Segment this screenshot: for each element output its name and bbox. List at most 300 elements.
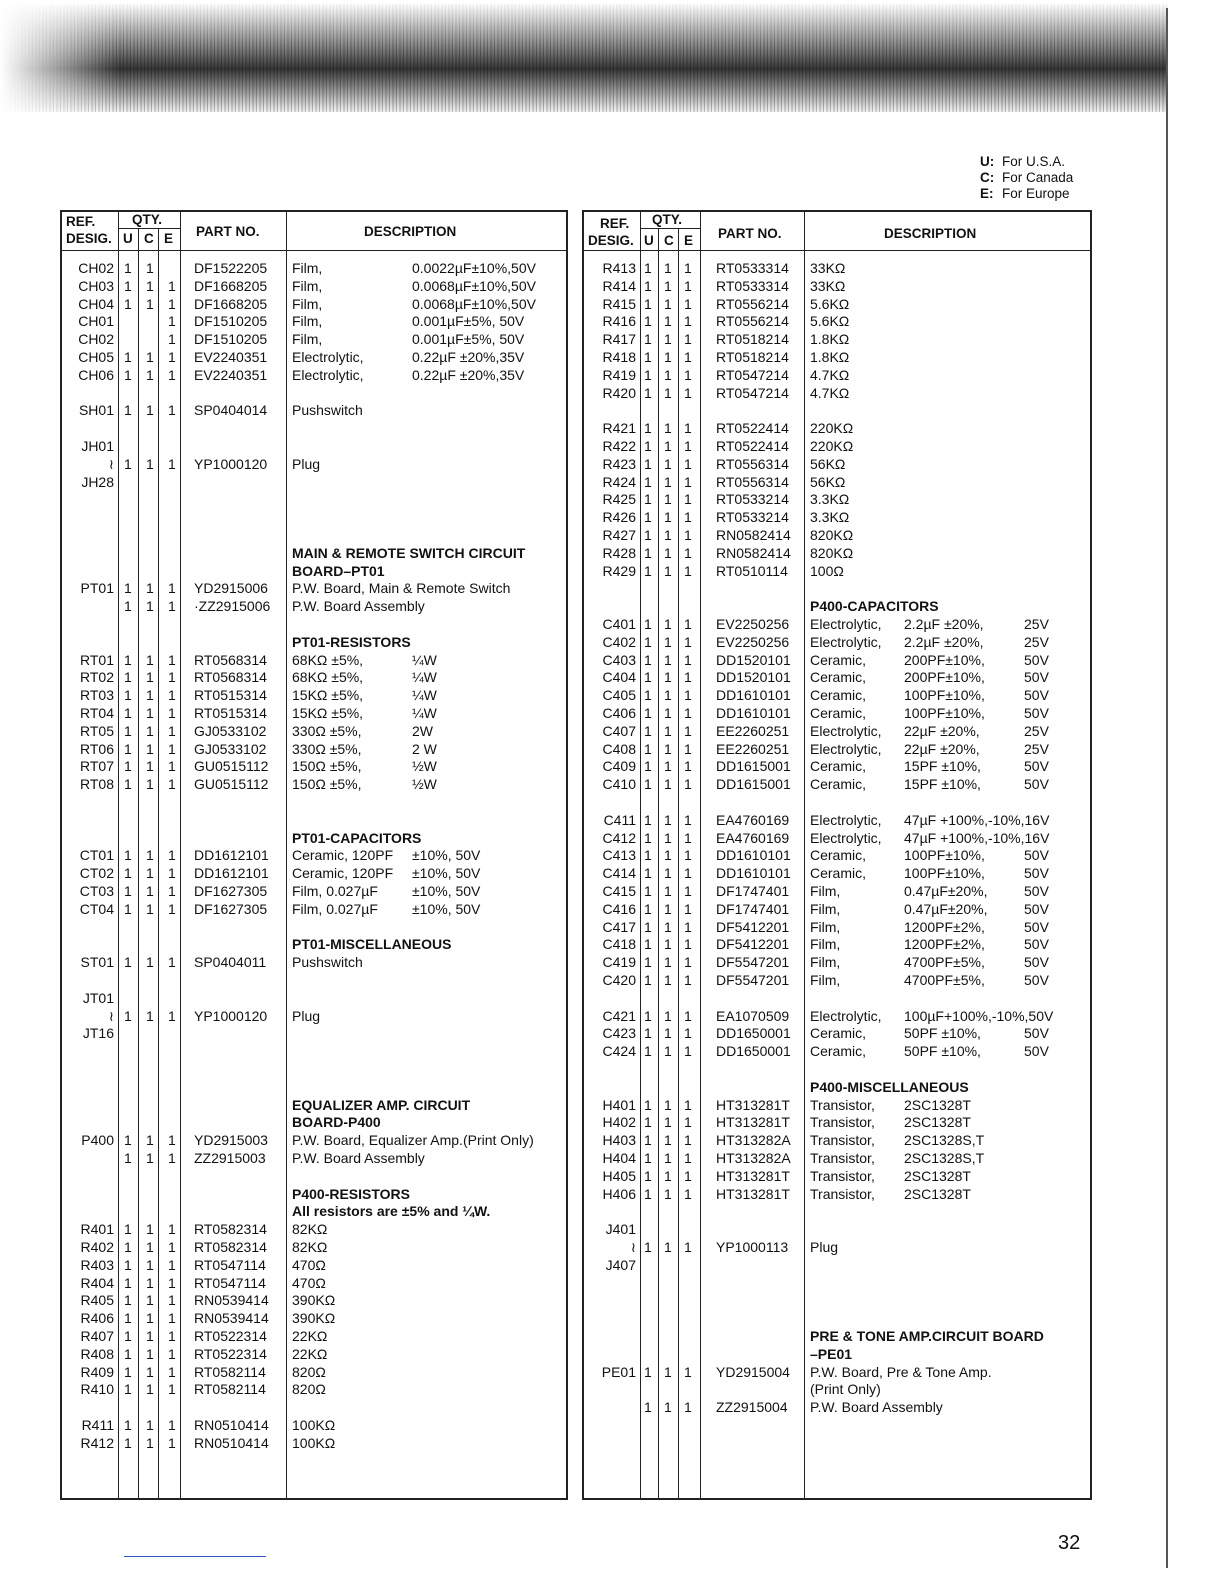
qty-c: 1 (664, 527, 672, 543)
qty-e: 1 (684, 936, 692, 953)
table-row (584, 687, 1090, 704)
table-row (62, 296, 566, 313)
qty-u: 1 (124, 1381, 132, 1398)
ref-desig: CH02 (78, 331, 114, 348)
qty-e: 1 (684, 829, 692, 846)
qty-u: 1 (124, 455, 132, 472)
table-row (62, 456, 566, 473)
specification: 0.001µF±5%, 50V (412, 313, 525, 330)
ref-desig: R420 (602, 384, 636, 401)
part-number: RT0568314 (194, 669, 267, 686)
ref-desig: H406 (602, 1185, 636, 1202)
section-heading-row (62, 1114, 566, 1131)
qty-e: 1 (684, 918, 692, 935)
table-row (62, 598, 566, 615)
qty-e: 1 (168, 758, 176, 775)
description: 820Ω (292, 1381, 326, 1398)
description: Film, 0.027µF (292, 883, 378, 899)
part-number: GU0515112 (194, 758, 269, 775)
ref-desig: CH01 (78, 313, 114, 330)
qty-e: 1 (684, 1150, 692, 1166)
part-number: RT0533314 (716, 260, 789, 276)
qty-c: 1 (146, 349, 154, 365)
qty-e: 1 (168, 580, 176, 597)
table-row (62, 331, 566, 348)
table-row (62, 1346, 566, 1363)
qty-e: 1 (168, 366, 176, 383)
part-number: RT0518214 (716, 331, 789, 348)
ref-desig: R411 (81, 1417, 114, 1433)
qty-u: 1 (644, 1007, 652, 1024)
part-number: RT0533214 (716, 491, 789, 508)
ref-desig: R409 (80, 1363, 114, 1380)
part-number: RT0547214 (716, 366, 789, 383)
qty-c: 1 (146, 1310, 154, 1327)
voltage: 50V (1024, 918, 1049, 935)
part-number: ·ZZ2915006 (194, 598, 271, 615)
qty-c: 1 (146, 1274, 154, 1291)
qty-u: 1 (644, 651, 652, 668)
qty-c: 1 (146, 1239, 154, 1255)
voltage: 50V (1024, 900, 1049, 917)
qty-u: 1 (644, 669, 652, 686)
table-row (584, 776, 1090, 793)
ref-desig: R425 (602, 491, 636, 508)
qty-u: 1 (124, 1274, 132, 1291)
description: Ceramic, (810, 1025, 867, 1042)
qty-e: 1 (684, 705, 692, 721)
qty-c: 1 (146, 1363, 154, 1380)
ref-header: REF. (600, 216, 630, 231)
legend-item: U: For U.S.A. (980, 154, 1066, 169)
table-row (62, 990, 566, 1007)
description: Film, (292, 260, 323, 276)
qty-c-header: C (144, 231, 154, 246)
qty-u: 1 (644, 1132, 652, 1149)
description: 390KΩ (292, 1292, 336, 1309)
qty-u: 1 (124, 349, 132, 365)
ref-desig: R401 (80, 1221, 114, 1238)
part-number: RT0522414 (716, 438, 789, 454)
description: 82KΩ (292, 1221, 328, 1238)
table-row (62, 1275, 566, 1292)
qty-u: 1 (124, 865, 132, 882)
qty-e: 1 (168, 1345, 176, 1362)
description: Plug (292, 1007, 321, 1024)
section-heading-row (62, 563, 566, 580)
table-row (584, 313, 1090, 330)
description: PT01-CAPACITORS (292, 829, 422, 846)
qty-e: 1 (684, 776, 692, 793)
table-row (62, 954, 566, 971)
part-number: RN0539414 (194, 1292, 269, 1309)
qty-c: 1 (664, 616, 672, 632)
table-row (584, 758, 1090, 775)
voltage: 50V (1024, 758, 1049, 775)
part-number: ZZ2915003 (194, 1150, 266, 1166)
description: Ceramic, (810, 776, 867, 793)
section-heading-row (62, 1097, 566, 1114)
ref-desig: C406 (602, 705, 636, 721)
section-heading-row (62, 1186, 566, 1203)
qty-e: 1 (684, 758, 692, 775)
part-number: RN0510414 (194, 1417, 269, 1433)
specification: ±10%, 50V (412, 900, 481, 917)
voltage: 50V (1024, 936, 1049, 953)
qty-c: 1 (664, 918, 672, 935)
qty-e: 1 (168, 900, 176, 917)
qty-u: 1 (124, 260, 132, 276)
qty-c: 1 (146, 366, 154, 383)
description: Electrolytic, (810, 829, 882, 846)
qty-c: 1 (146, 776, 154, 793)
ref-desig: R407 (80, 1328, 114, 1344)
description: 56KΩ (810, 455, 846, 472)
description: 22KΩ (292, 1328, 328, 1344)
part-number: EE2260251 (716, 740, 790, 757)
part-number: DF1510205 (194, 313, 268, 330)
specification: 2W (412, 722, 433, 739)
description: Plug (810, 1239, 839, 1255)
part-number: RT0533214 (716, 509, 789, 526)
qty-c: 1 (146, 722, 154, 739)
qty-c: 1 (146, 455, 154, 472)
qty-c: 1 (146, 1328, 154, 1344)
ref-desig: R423 (602, 455, 636, 472)
ref-desig: R429 (602, 562, 636, 579)
section-heading-row (62, 634, 566, 651)
ref-desig: RT06 (80, 740, 114, 757)
header-banner (0, 4, 1168, 112)
table-row (584, 865, 1090, 882)
section-heading-row (62, 936, 566, 953)
part-number: DD1650001 (716, 1043, 791, 1060)
qty-c: 1 (146, 883, 154, 899)
qty-e: 1 (168, 1007, 176, 1024)
part-number: DF1627305 (194, 883, 268, 899)
description: Electrolytic, (810, 722, 882, 739)
qty-e: 1 (684, 1114, 692, 1131)
ref-desig: C401 (602, 616, 636, 632)
specification: ½W (412, 758, 437, 775)
description: PRE & TONE AMP.CIRCUIT BOARD (810, 1328, 1044, 1344)
description: Electrolytic, (810, 633, 882, 650)
part-number: DF1668205 (194, 277, 268, 294)
description: 22KΩ (292, 1345, 328, 1362)
table-row (584, 705, 1090, 722)
ref-desig: C414 (602, 865, 636, 882)
qty-c: 1 (664, 1043, 672, 1060)
qty-e: 1 (684, 954, 692, 971)
part-number: DF1627305 (194, 900, 268, 917)
part-number: DD1612101 (194, 865, 269, 882)
description: Film, (292, 313, 323, 330)
qty-u: 1 (124, 776, 132, 793)
specification: 50PF ±10%, (904, 1025, 981, 1042)
qty-e: 1 (684, 544, 692, 561)
qty-e: 1 (168, 669, 176, 686)
ref-desig: R405 (80, 1292, 114, 1309)
description: 5.6KΩ (810, 313, 850, 330)
qty-c: 1 (664, 562, 672, 579)
description: 3.3KΩ (810, 491, 850, 508)
qty-u: 1 (644, 900, 652, 917)
table-row (62, 313, 566, 330)
description: Film, (292, 331, 323, 348)
part-number: RT0556214 (716, 295, 789, 312)
qty-e: 1 (684, 1399, 692, 1416)
qty-u: 1 (644, 1363, 652, 1380)
description: Electrolytic, (810, 616, 882, 632)
ref-desig: JH01 (81, 438, 114, 454)
qty-u: 1 (644, 1025, 652, 1042)
part-number: DF1522205 (194, 260, 268, 276)
part-number: HT313281T (716, 1096, 790, 1113)
part-number: DF1510205 (194, 331, 268, 348)
part-number: SP0404011 (194, 954, 267, 971)
qty-e: 1 (168, 313, 176, 330)
description: 33KΩ (810, 260, 846, 276)
table-row (584, 278, 1090, 295)
qty-e: 1 (168, 1292, 176, 1309)
table-row (584, 847, 1090, 864)
ref-desig: R421 (602, 420, 636, 437)
specification: 15PF ±10%, (904, 776, 981, 793)
qty-e: 1 (684, 865, 692, 882)
qty-e: 1 (168, 651, 176, 668)
qty-e: 1 (684, 384, 692, 401)
qty-e: 1 (168, 1310, 176, 1327)
ref-desig: CH06 (78, 366, 114, 383)
ref-desig: ≀ (630, 1239, 636, 1255)
qty-c: 1 (146, 954, 154, 971)
ref-desig: R428 (602, 544, 636, 561)
description: Ceramic, (810, 847, 867, 864)
table-row (584, 1097, 1090, 1114)
description: P400-RESISTORS (292, 1185, 411, 1202)
table-row (584, 260, 1090, 277)
table-row (62, 1132, 566, 1149)
table-row (62, 847, 566, 864)
description: 1.8KΩ (810, 349, 850, 365)
qty-u: 1 (644, 509, 652, 526)
qty-e: 1 (168, 598, 176, 615)
part-number: RT0568314 (194, 651, 267, 668)
qty-e: 1 (168, 1381, 176, 1398)
part-number: RT0556314 (716, 473, 789, 490)
description: Ceramic, 120PF (292, 865, 394, 882)
qty-c: 1 (146, 295, 154, 312)
table-row (62, 1025, 566, 1042)
table-row (62, 1221, 566, 1238)
table-row (62, 901, 566, 918)
part-number: RT0522314 (194, 1345, 267, 1362)
qty-c: 1 (664, 954, 672, 971)
table-row (62, 1417, 566, 1434)
part-number: DF5547201 (716, 972, 790, 988)
part-number: RN0582414 (716, 544, 791, 561)
qty-c: 1 (664, 811, 672, 828)
specification: 0.22µF ±20%,35V (412, 366, 525, 383)
description: Ceramic, (810, 651, 867, 668)
qty-u: 1 (124, 1132, 132, 1149)
qty-u: 1 (124, 669, 132, 686)
ref-desig: C419 (602, 954, 636, 971)
qty-c: 1 (146, 740, 154, 757)
description: 33KΩ (810, 277, 846, 294)
qty-u: 1 (124, 847, 132, 864)
description: 3.3KΩ (810, 509, 850, 526)
qty-c: 1 (146, 1132, 154, 1149)
part-number: ZZ2915004 (716, 1399, 788, 1416)
table-row (584, 1364, 1090, 1381)
description: Transistor, (810, 1150, 875, 1166)
qty-c: 1 (664, 776, 672, 793)
qty-e: 1 (684, 260, 692, 276)
qty-u: 1 (124, 1417, 132, 1433)
qty-u: 1 (124, 598, 132, 615)
qty-c: 1 (664, 544, 672, 561)
part-number: EV2250256 (716, 633, 790, 650)
table-row (584, 509, 1090, 526)
qty-e: 1 (168, 883, 176, 899)
qty-e: 1 (168, 954, 176, 971)
footer-rule (124, 1556, 266, 1557)
part-number: EE2260251 (716, 722, 790, 739)
qty-c: 1 (146, 687, 154, 704)
table-row (584, 367, 1090, 384)
description: Film, (810, 918, 841, 935)
qty-e: 1 (168, 722, 176, 739)
qty-u: 1 (124, 1239, 132, 1255)
qty-u: 1 (644, 1150, 652, 1166)
qty-u: 1 (644, 544, 652, 561)
ref-desig: J407 (605, 1256, 636, 1273)
qty-e: 1 (168, 1363, 176, 1380)
part-number: GJ0533102 (194, 722, 267, 739)
ref-desig: C402 (602, 633, 636, 650)
table-row (584, 349, 1090, 366)
description: Film, (810, 972, 841, 988)
qty-e: 1 (168, 1239, 176, 1255)
ref-desig: J401 (605, 1221, 636, 1238)
ref-desig: RT05 (80, 722, 114, 739)
description: P.W. Board, Pre & Tone Amp. (810, 1363, 992, 1380)
qty-header: QTY. (652, 212, 683, 227)
qty-u: 1 (644, 740, 652, 757)
ref-desig: C415 (602, 883, 636, 899)
qty-u: 1 (124, 900, 132, 917)
table-row (62, 865, 566, 882)
qty-e: 1 (684, 1043, 692, 1060)
qty-c: 1 (664, 438, 672, 454)
table-row (62, 278, 566, 295)
qty-c: 1 (664, 900, 672, 917)
description: Pushswitch (292, 954, 363, 971)
ref-desig: CT02 (79, 865, 114, 882)
ref-desig: R413 (602, 260, 636, 276)
qty-c: 1 (146, 865, 154, 882)
ref-desig: H402 (602, 1114, 636, 1131)
qty-e: 1 (168, 295, 176, 312)
qty-u: 1 (124, 705, 132, 721)
part-number: RT0547114 (194, 1274, 266, 1291)
description: 100KΩ (292, 1417, 336, 1433)
description: 150Ω ±5%, (292, 758, 362, 775)
qty-u: 1 (644, 1114, 652, 1131)
ref-desig: RT07 (80, 758, 114, 775)
description: 100KΩ (292, 1434, 336, 1451)
qty-c: 1 (146, 1345, 154, 1362)
table-row (584, 527, 1090, 544)
ref-desig: RT08 (80, 776, 114, 793)
qty-c: 1 (664, 1096, 672, 1113)
voltage: 50V (1024, 865, 1049, 882)
qty-c: 1 (664, 509, 672, 526)
part-number: RN0539414 (194, 1310, 269, 1327)
qty-c: 1 (146, 260, 154, 276)
ref-desig: H404 (602, 1150, 636, 1166)
qty-c: 1 (664, 722, 672, 739)
qty-u: 1 (644, 527, 652, 543)
table-row (584, 1025, 1090, 1042)
description: 390KΩ (292, 1310, 336, 1327)
qty-c: 1 (664, 705, 672, 721)
qty-u: 1 (644, 455, 652, 472)
description: Ceramic, (810, 1043, 867, 1060)
part-number: HT313281T (716, 1185, 790, 1202)
description: All resistors are ±5% and ¼W. (292, 1203, 491, 1220)
description: PT01-RESISTORS (292, 633, 411, 650)
ref-desig: C416 (602, 900, 636, 917)
part-number: EA4760169 (716, 829, 790, 846)
table-row (62, 741, 566, 758)
qty-c: 1 (146, 1150, 154, 1166)
qty-c: 1 (664, 972, 672, 988)
qty-c: 1 (664, 1167, 672, 1184)
qty-c: 1 (146, 277, 154, 294)
ref-desig: JT01 (82, 989, 114, 1006)
part-number: DF5547201 (716, 954, 790, 971)
specification: 2 W (412, 740, 437, 757)
ref-desig: R418 (602, 349, 636, 365)
specification: 22µF ±20%, (904, 740, 980, 757)
ref-desig: P400 (81, 1132, 114, 1149)
description: Transistor, (810, 1132, 875, 1149)
table-row (62, 705, 566, 722)
qty-u: 1 (124, 277, 132, 294)
qty-u: 1 (124, 1434, 132, 1451)
specification: 100PF±10%, (904, 705, 985, 721)
part-number: EA1070509 (716, 1007, 790, 1024)
qty-u: 1 (644, 972, 652, 988)
description: P400-MISCELLANEOUS (810, 1078, 969, 1095)
qty-u: 1 (124, 722, 132, 739)
specification: 100PF±10%, (904, 847, 985, 864)
qty-e: 1 (684, 883, 692, 899)
qty-c: 1 (146, 1434, 154, 1451)
qty-e: 1 (168, 687, 176, 704)
specification: 47µF +100%,-10%,16V (904, 829, 1050, 846)
qty-c: 1 (664, 277, 672, 294)
ref-desig: C410 (602, 776, 636, 793)
description: BOARD-P400 (292, 1114, 381, 1131)
ref-desig: C417 (602, 918, 636, 935)
qty-u: 1 (644, 1096, 652, 1113)
qty-u: 1 (644, 473, 652, 490)
qty-u: 1 (124, 1150, 132, 1166)
section-heading-row (62, 830, 566, 847)
